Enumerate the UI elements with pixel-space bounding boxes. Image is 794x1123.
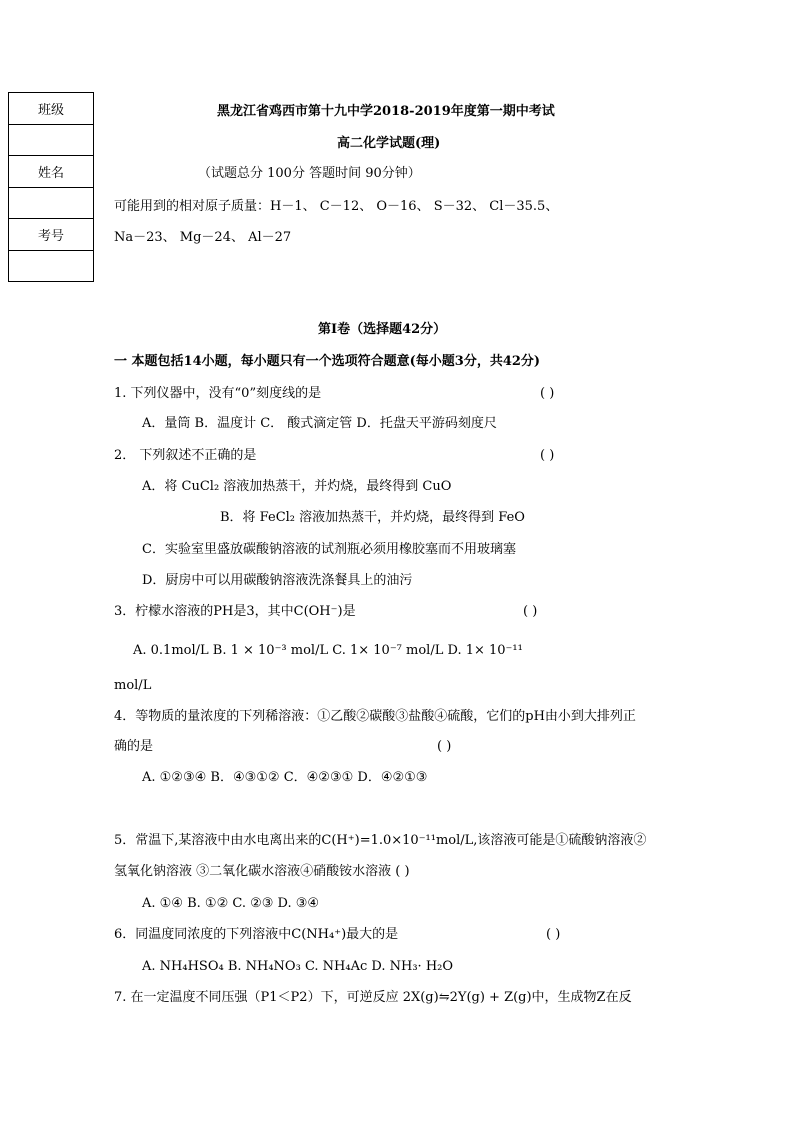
class-label: 班级 [9,93,93,125]
question-5-line-1: 5．常温下,某溶液中由水电离出来的C(H⁺)=1.0×10⁻¹¹mol/L,该溶液可能是①硫酸钠溶液② [114,833,647,848]
exam-number-label: 考号 [9,219,93,251]
question-7: 7. 在一定温度不同压强（P1＜P2）下，可逆反应 2X(g)⇋2Y(g) + Z(g)中，生成物Z在反 [114,990,632,1005]
question-2-option-b: B．将 FeCl₂ 溶液加热蒸干，并灼烧，最终得到 FeO [220,510,525,525]
question-1: 1. 下列仪器中，没有“0”刻度线的是 [114,386,322,401]
exam-number-field[interactable] [9,251,93,283]
class-field[interactable] [9,125,93,157]
question-5-line-2: 氢氧化钠溶液 ③二氧化碳水溶液④硝酸铵水溶液 ( ) [114,864,410,879]
atomic-mass-line-1: 可能用到的相对原子质量：H－1、 C－12、 O－16、 S－32、 Cl－35.5、 [114,199,559,214]
question-6-options: A. NH₄HSO₄ B. NH₄NO₃ C. NH₄Ac D. NH₃· H₂O [142,959,454,974]
name-field[interactable] [9,188,93,220]
question-1-options: A．量筒 B．温度计 C． 酸式滴定管 D．托盘天平游码刻度尺 [142,416,497,431]
student-info-box [8,92,94,282]
exam-subtitle: 高二化学试题(理) [337,136,441,151]
question-3: 3．柠檬水溶液的PH是3，其中C(OH⁻)是 [114,604,356,619]
answer-blank-3: ( ) [523,604,538,619]
section-title: 第Ⅰ卷（选择题42分） [318,322,447,337]
answer-blank-6: ( ) [546,927,561,942]
answer-blank-1: ( ) [540,386,555,401]
question-6: 6．同温度同浓度的下列溶液中C(NH₄⁺)最大的是 [114,927,399,942]
answer-blank-2: ( ) [540,448,555,463]
question-3-options-tail: mol/L [114,678,152,693]
question-4-line-2: 确的是 [114,739,154,754]
question-2: 2． 下列叙述不正确的是 [114,448,257,463]
question-4-line-1: 4．等物质的量浓度的下列稀溶液：①乙酸②碳酸③盐酸④硫酸，它们的pH由小到大排列正 [114,709,636,724]
atomic-mass-line-2: Na－23、 Mg－24、 Al－27 [114,230,292,245]
question-2-option-c: C．实验室里盛放碳酸钠溶液的试剂瓶必须用橡胶塞而不用玻璃塞 [142,542,516,557]
section-instruction: 一 本题包括14小题，每小题只有一个选项符合题意(每小题3分，共42分) [114,354,541,369]
question-5-options: A. ①④ B. ①② C. ②③ D. ③④ [142,896,320,911]
question-4-options: A. ①②③④ B．④③①② C．④②③① D．④②①③ [142,770,428,785]
question-2-option-a: A．将 CuCl₂ 溶液加热蒸干，并灼烧，最终得到 CuO [142,479,452,494]
question-2-option-d: D．厨房中可以用碳酸钠溶液洗涤餐具上的油污 [142,573,413,588]
name-label: 姓名 [9,156,93,188]
exam-info: （试题总分 100分 答题时间 90分钟） [198,166,421,181]
exam-title: 黑龙江省鸡西市第十九中学2018-2019年度第一期中考试 [217,104,555,119]
question-3-options: A. 0.1mol/L B. 1 × 10⁻³ mol/L C. 1× 10⁻⁷ mol/L D. 1× 10⁻¹¹ [133,643,523,658]
answer-blank-4: ( ) [437,739,452,754]
